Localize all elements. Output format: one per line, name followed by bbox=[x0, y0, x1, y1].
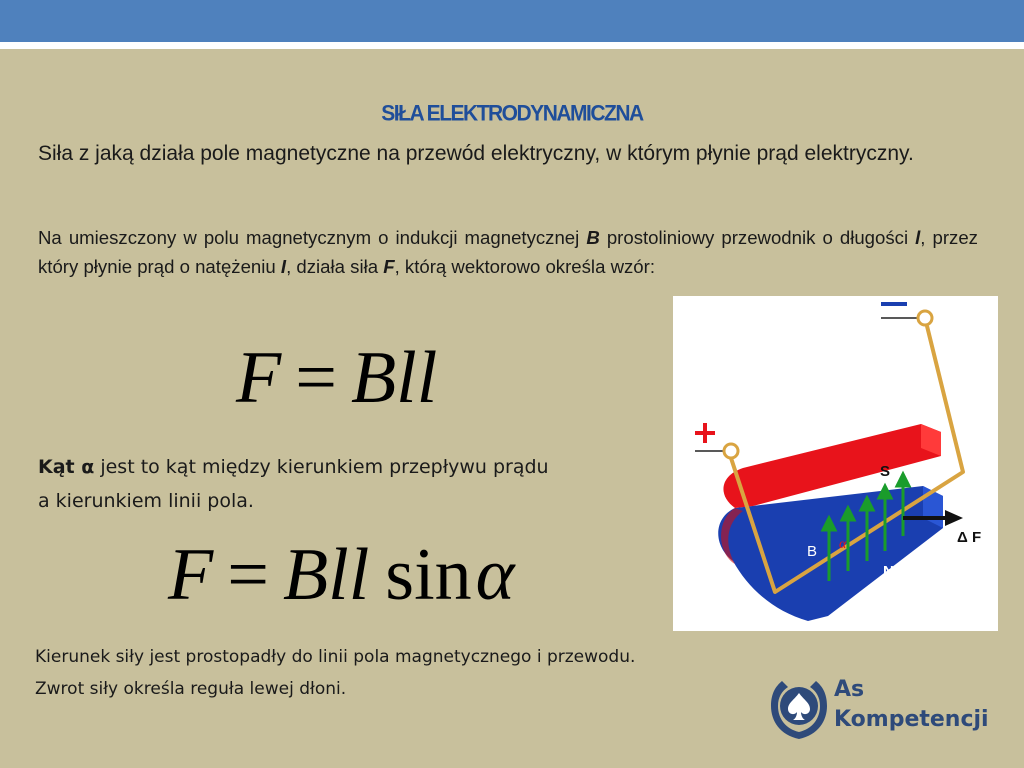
b-label: B bbox=[807, 543, 818, 560]
top-divider bbox=[0, 42, 1024, 49]
formula-equals: = bbox=[295, 337, 337, 419]
logo-line2: Kompetencji bbox=[834, 707, 989, 732]
minus-terminal bbox=[918, 311, 932, 325]
formula-rhs: Bl bbox=[282, 534, 349, 616]
minus-sign-icon bbox=[881, 302, 907, 306]
spade-badge-icon bbox=[768, 673, 830, 743]
text: prostoliniowy przewodnik o długości bbox=[599, 227, 916, 248]
plus-terminal bbox=[724, 444, 738, 458]
angle-term: Kąt α bbox=[38, 456, 95, 478]
angle-line1: jest to kąt między kierunkiem przepływu prądu bbox=[94, 456, 549, 478]
formula-rhs: Bl bbox=[350, 337, 417, 419]
top-bar bbox=[0, 0, 1024, 42]
pole-n-label: N bbox=[883, 563, 894, 580]
text: , przez który płynie prąd o natężeniu bbox=[38, 227, 978, 277]
formula-equals: = bbox=[227, 534, 269, 616]
field-arrowhead bbox=[897, 474, 909, 486]
magnet-diagram bbox=[673, 296, 998, 631]
formula-l: l bbox=[348, 534, 370, 616]
alpha-label: α bbox=[839, 537, 847, 552]
left-hand-rule-line: Zwrot siły określa reguła lewej dłoni. bbox=[35, 679, 347, 699]
formula-F: F bbox=[236, 337, 282, 419]
as-kompetencji-logo bbox=[768, 673, 1008, 743]
force-arrowhead bbox=[945, 510, 963, 526]
symbol-B: B bbox=[586, 227, 600, 248]
formula-F: F bbox=[168, 534, 214, 616]
symbol-F: F bbox=[383, 256, 395, 277]
text: , działa siła bbox=[286, 256, 384, 277]
force-label: Δ F bbox=[957, 529, 982, 546]
logo-line1: As bbox=[834, 677, 865, 702]
plus-label: + bbox=[693, 445, 695, 447]
formula-with-angle bbox=[168, 533, 514, 618]
plus-sign-icon bbox=[703, 423, 707, 443]
pole-s-label: S bbox=[880, 463, 891, 480]
text: Na umieszczony w polu magnetycznym o indukcji magnetycznej bbox=[38, 227, 587, 248]
symbol-I: I bbox=[280, 256, 287, 277]
formula-alpha: α bbox=[475, 534, 515, 616]
formula-l: l bbox=[416, 337, 438, 419]
angle-definition bbox=[38, 450, 678, 518]
symbol-l: l bbox=[915, 227, 921, 248]
field-arrowhead bbox=[879, 486, 891, 498]
slide-title: SIŁA ELEKTRODYNAMICZNA bbox=[381, 101, 643, 126]
magnet-illustration bbox=[673, 296, 998, 631]
direction-notes bbox=[35, 641, 795, 705]
definition-paragraph: Siła z jaką działa pole magnetyczne na przewód elektryczny, w którym płynie prąd elektryczny. bbox=[38, 142, 914, 165]
minus-label: − bbox=[873, 319, 875, 321]
direction-line: Kierunek siły jest prostopadły do linii pola magnetycznego i przewodu. bbox=[35, 647, 636, 667]
text: , którą wektorowo określa wzór: bbox=[394, 256, 655, 277]
formula-sin: sin bbox=[385, 534, 472, 616]
angle-line2: a kierunkiem linii pola. bbox=[38, 490, 254, 512]
description-paragraph bbox=[38, 223, 978, 281]
formula-basic bbox=[236, 336, 437, 421]
logo-text bbox=[834, 675, 989, 735]
